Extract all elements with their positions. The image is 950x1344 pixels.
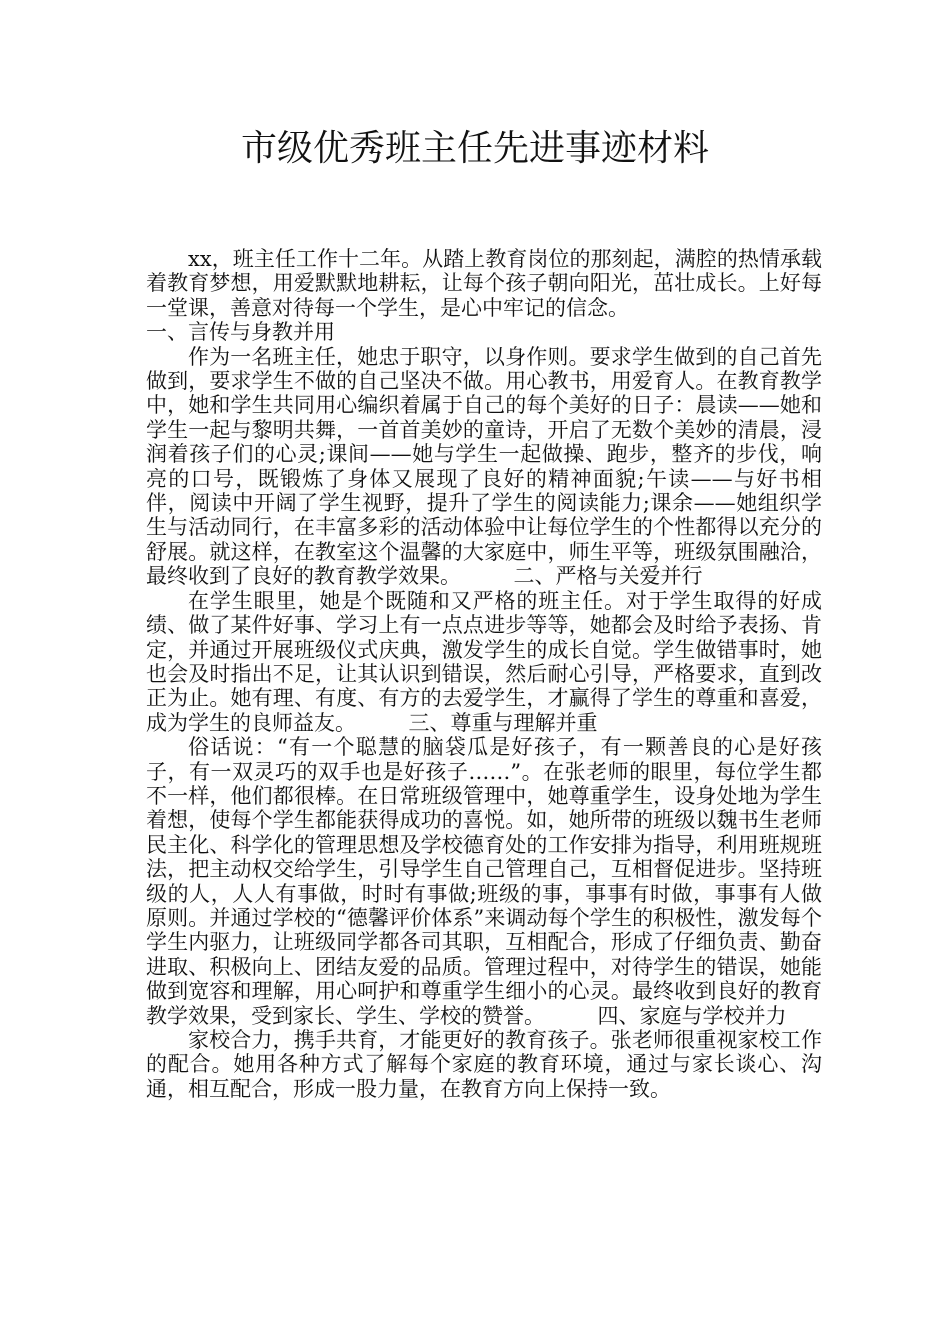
document-title: 市级优秀班主任先进事迹材料 — [240, 128, 709, 169]
section-heading-1: 一、言传与身教并用 — [146, 320, 335, 345]
paragraph-intro: xx，班主任工作十二年。从踏上教育岗位的那刻起，满腔的热情承载着教育梦想，用爱默默地耕耘，让每个孩子朝向阳光，茁壮成长。上好每一堂课，善意对待每一个学生，是心中牢记的信念。 — [146, 247, 822, 320]
paragraph-section-4: 家校合力，携手共育，才能更好的教育孩子。张老师很重视家校工作的配合。她用各种方式了解每个家庭的教育环境，通过与家长谈心、沟通，相互配合，形成一股力量，在教育方向上保持一致。 — [146, 1028, 822, 1101]
paragraph-section-1: 作为一名班主任，她忠于职守，以身作则。要求学生做到的自己首先做到，要求学生不做的自己坚决不做。用心教书，用爱育人。在教育教学中，她和学生共同用心编织着属于自己的每个美好的日子：晨读——她和学生一起与黎明共舞，一首首美妙的童诗，开启了无数个美妙的清晨，浸润着孩子们的心灵;课间——她与学生一起做操、跑步，整齐的步伐，响亮的口号，既锻炼了身体又展现了良好的精神面貌;午读——与好书相伴，阅读中开阔了学生视野，提升了学生的阅读能力;课余——她组织学生与活动同行，在丰富多彩的活动体验中让每位学生的个性都得以充分的舒展。就这样，在教室这个温馨的大家庭中，师生平等，班级氛围融洽，最终收到了良好的教育教学效果。 二、严格与关爱并行 — [146, 344, 822, 589]
document-body — [146, 247, 822, 1101]
paragraph-section-3: 俗话说：“有一个聪慧的脑袋瓜是好孩子，有一颗善良的心是好孩子，有一双灵巧的双手也是好孩子……”。在张老师的眼里，每位学生都不一样，他们都很棒。在日常班级管理中，她尊重学生，设身处地为学生着想，使每个学生都能获得成功的喜悦。如，她所带的班级以魏书生老师民主化、科学化的管理思想及学校德育处的工作安排为指导，利用班规班法，把主动权交给学生，引导学生自己管理自己，互相督促进步。坚持班级的人，人人有事做，时时有事做;班级的事，事事有时做，事事有人做原则。并通过学校的“德馨评价体系”来调动每个学生的积极性，激发每个学生内驱力，让班级同学都各司其职，互相配合，形成了仔细负责、勤奋进取、积极向上、团结友爱的品质。管理过程中，对待学生的错误，她能做到宽容和理解，用心呵护和尊重学生细小的心灵。最终收到良好的教育教学效果，受到家长、学生、学校的赞誉。 四、家庭与学校并力 — [146, 735, 822, 1028]
paragraph-section-2: 在学生眼里，她是个既随和又严格的班主任。对于学生取得的好成绩、做了某件好事、学习上有一点点进步等等，她都会及时给予表扬、肯定，并通过开展班级仪式庆典，激发学生的成长自觉。学生做错事时，她也会及时指出不足，让其认识到错误，然后耐心引导，严格要求，直到改正为止。她有理、有度、有方的去爱学生，才赢得了学生的尊重和喜爱，成为学生的良师益友。 三、尊重与理解并重 — [146, 588, 822, 735]
